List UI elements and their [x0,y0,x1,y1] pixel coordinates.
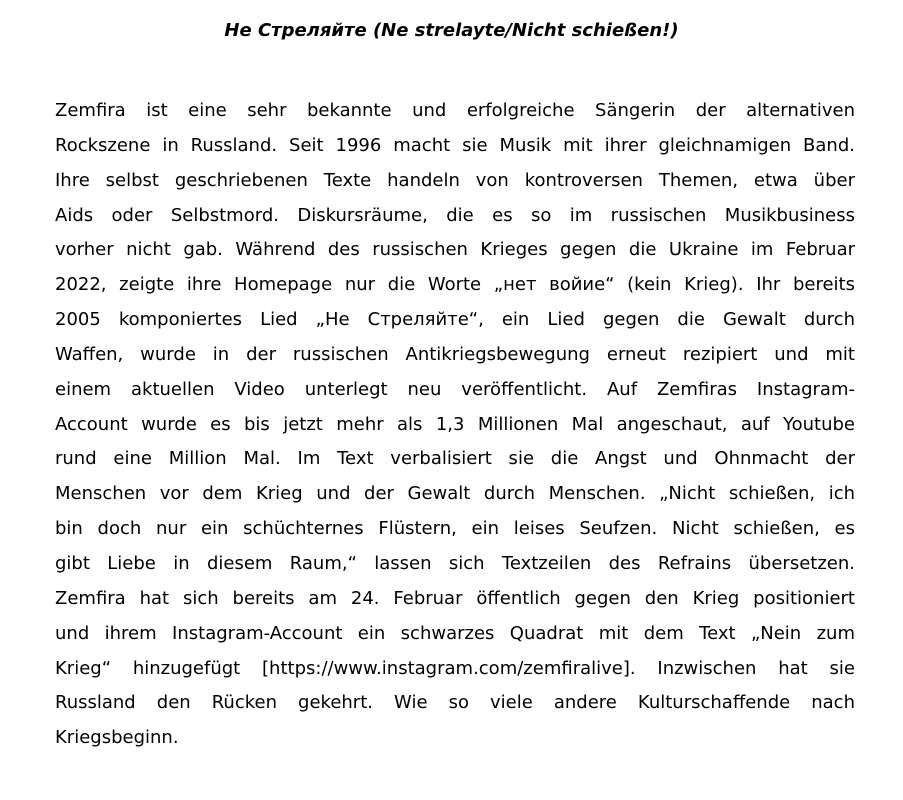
paragraph-line: gibt Liebe in diesem Raum,“ lassen sich Textzeilen des Refrains übersetzen. [55,552,855,574]
paragraph-line: Russland den Rücken gekehrt. Wie so viele andere Kulturschaffende nach [55,692,855,714]
paragraph-line: Zemfira hat sich bereits am 24. Februar öffentlich gegen den Krieg positioniert [55,587,855,609]
paragraph-line: Rockszene in Russland. Seit 1996 macht sie Musik mit ihrer gleichnamigen Band. [55,134,855,156]
document-title: Не Стреляйте (Ne strelayte/Nicht schießen!) [224,20,679,41]
paragraph-line: Aids oder Selbstmord. Diskursräume, die es so im russischen Musikbusiness [55,204,855,226]
paragraph-line: bin doch nur ein schüchternes Flüstern, ein leises Seufzen. Nicht schießen, es [55,518,855,540]
body-paragraph [55,94,855,756]
paragraph-line: Waffen, wurde in der russischen Antikriegsbewegung erneut rezipiert und mit [55,343,855,365]
paragraph-line: vorher nicht gab. Während des russischen Krieges gegen die Ukraine im Februar [55,239,855,261]
paragraph-line: und ihrem Instagram-Account ein schwarzes Quadrat mit dem Text „Nein zum [55,622,855,644]
paragraph-line: Menschen vor dem Krieg und der Gewalt durch Menschen. „Nicht schießen, ich [55,483,855,505]
paragraph-line: Account wurde es bis jetzt mehr als 1,3 Millionen Mal angeschaut, auf Youtube [55,413,855,435]
paragraph-line: Zemfira ist eine sehr bekannte und erfolgreiche Sängerin der alternativen [55,100,855,121]
paragraph-line: Kriegsbeginn. [55,727,179,749]
paragraph-line: Ihre selbst geschriebenen Texte handeln von kontroversen Themen, etwa über [55,169,855,191]
paragraph-line: rund eine Million Mal. Im Text verbalisiert sie die Angst und Ohnmacht der [55,448,855,470]
paragraph-line: einem aktuellen Video unterlegt neu veröffentlicht. Auf Zemfiras Instagram- [55,378,855,400]
paragraph-line: 2005 komponiertes Lied „Не Стреляйте“, ein Lied gegen die Gewalt durch [55,309,855,331]
paragraph-line: 2022, zeigte ihre Homepage nur die Worte „нет войие“ (kein Krieg). Ihr bereits [55,274,855,296]
paragraph-line: Krieg“ hinzugefügt [https://www.instagram.com/zemfiralive]. Inzwischen hat sie [55,657,855,679]
